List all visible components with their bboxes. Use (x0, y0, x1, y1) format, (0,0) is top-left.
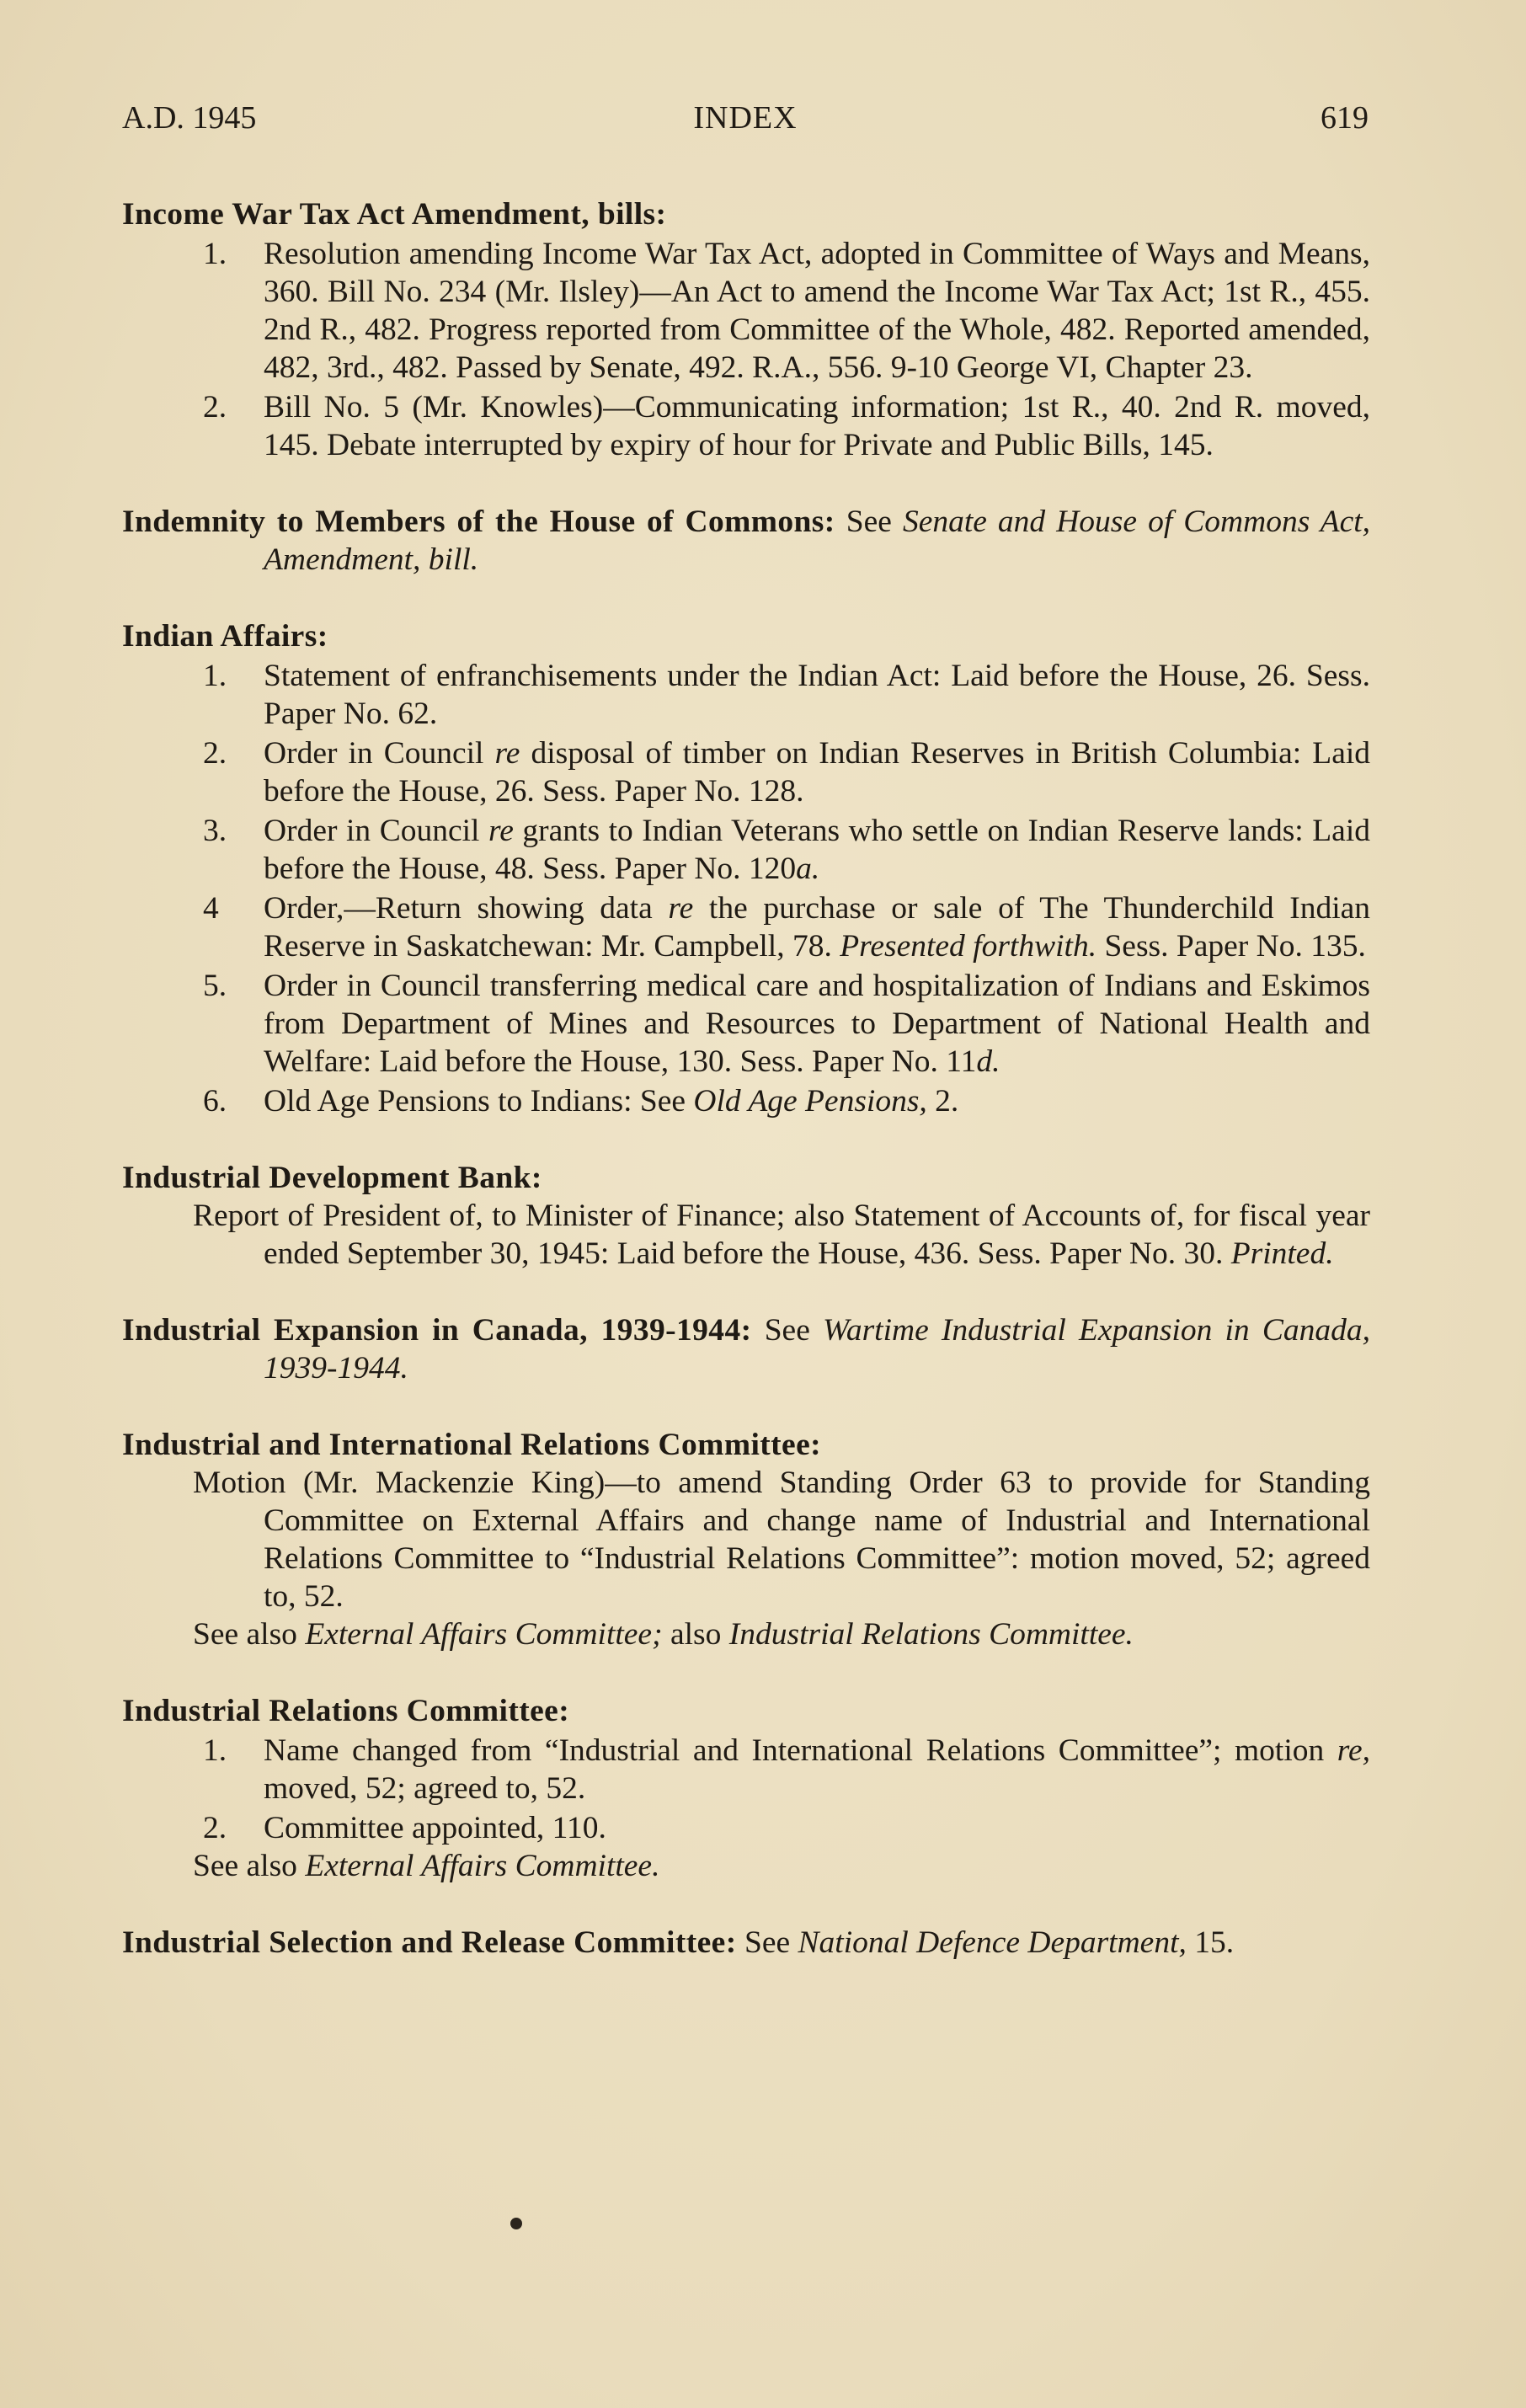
list-item (122, 812, 1370, 888)
entry-heading: Industrial Development Bank: (122, 1161, 542, 1195)
item-italic: re (488, 814, 514, 848)
entry-heading-line (122, 195, 1370, 233)
cross-reference: External Affairs Committee; (305, 1617, 663, 1652)
entry-heading-line (122, 1311, 1370, 1387)
entry-heading: Industrial Expansion in Canada, 1939-1944: (122, 1313, 752, 1348)
index-entry (122, 617, 1370, 1120)
item-text: Statement of enfranchisements under the Indian Act: Laid before the House, 26. Sess. Paper No. 62. (264, 659, 1370, 731)
item-text: moved, 52; agreed to, 52. (264, 1771, 586, 1806)
cross-reference: Senate and House of Commons Act, Amendment, bill. (264, 505, 1371, 577)
list-item (122, 1082, 1370, 1120)
item-number: 4 (203, 891, 219, 926)
item-italic: re (668, 891, 694, 926)
item-number: 5. (203, 969, 227, 1003)
item-number: 2. (203, 736, 227, 771)
see-label: See (846, 505, 892, 539)
list-item (122, 657, 1370, 733)
entry-body (122, 1197, 1370, 1273)
entry-heading: Indemnity to Members of the House of Commons: (122, 505, 835, 539)
item-text: disposal of timber on Indian Reserves in British Columbia: Laid before the House, 26. Sess. Paper No. 128. (264, 736, 1371, 809)
entry-heading: Industrial Selection and Release Committee: (122, 1925, 737, 1960)
item-text: Bill No. 5 (Mr. Knowles)—Communicating information; 1st R., 40. 2nd R. moved, 145. Debate interrupted by expiry of hour for Private and Public Bills, 145. (264, 390, 1370, 462)
entry-italic: Printed. (1230, 1236, 1334, 1271)
item-italic: Presented forthwith. (840, 929, 1097, 964)
cross-reference: External Affairs Committee. (305, 1849, 660, 1883)
see-also-label: See also (193, 1617, 297, 1652)
entry-heading-line (122, 1924, 1370, 1962)
list-item (122, 889, 1370, 965)
entry-heading: Industrial and International Relations Committee: (122, 1428, 822, 1462)
list-item (122, 235, 1370, 387)
cross-reference: Wartime Industrial Expansion in Canada, 1939-1944. (264, 1313, 1370, 1386)
item-text: grants to Indian Veterans who settle on Indian Reserve lands: Laid before the House, 48. Sess. Paper No. 120 (264, 814, 1370, 886)
see-also-line (122, 1847, 1370, 1885)
item-text: Committee appointed, 110. (264, 1811, 606, 1845)
item-number: 6. (203, 1084, 227, 1119)
item-text: Order in Council (264, 736, 484, 771)
ink-dot (510, 2218, 522, 2229)
item-italic: a. (796, 852, 820, 886)
entry-heading-line (122, 617, 1370, 655)
list-item (122, 388, 1370, 464)
cross-reference: National Defence Department, (798, 1925, 1187, 1960)
entry-heading-line (122, 1692, 1370, 1730)
index-entry (122, 503, 1370, 579)
see-also-line (122, 1615, 1370, 1653)
entry-heading-line (122, 1426, 1370, 1464)
index-entry (122, 1924, 1370, 1962)
list-item (122, 734, 1370, 810)
item-text: Sess. Paper No. 135. (1104, 929, 1366, 964)
see-label: See (744, 1925, 791, 1960)
list-item (122, 967, 1370, 1081)
item-number: 3. (203, 814, 227, 848)
item-italic: re (494, 736, 520, 771)
item-italic: d. (976, 1044, 1000, 1079)
entry-heading: Industrial Relations Committee: (122, 1694, 570, 1728)
item-text: the purchase or sale of The Thunderchild Indian Reserve in Saskatchewan: Mr. Campbell, 78. (264, 891, 1371, 964)
item-number: 2. (203, 390, 227, 424)
list-item (122, 1809, 1370, 1847)
entry-body (122, 1464, 1370, 1615)
see-label: See (764, 1313, 810, 1348)
header-title: INDEX (693, 100, 798, 136)
index-entry (122, 1692, 1370, 1885)
running-header (122, 99, 1369, 150)
entry-heading: Income War Tax Act Amendment, bills: (122, 197, 667, 232)
item-text: 2. (935, 1084, 959, 1119)
entry-heading: Indian Affairs: (122, 619, 328, 654)
index-entry (122, 1311, 1370, 1387)
entry-text: Report of President of, to Minister of Finance; also Statement of Accounts of, for fiscal year ended September 30, 1945: Laid before the House, 436. Sess. Paper No. 30. (193, 1199, 1370, 1271)
header-year: A.D. 1945 (122, 100, 257, 136)
index-entry (122, 1426, 1370, 1653)
item-text: Name changed from “Industrial and International Relations Committee”; motion (264, 1733, 1325, 1768)
item-text: Old Age Pensions to Indians: See (264, 1084, 686, 1119)
item-number: 2. (203, 1811, 227, 1845)
item-text: Resolution amending Income War Tax Act, adopted in Committee of Ways and Means, 360. Bill No. 234 (Mr. Ilsley)—An Act to amend the Income War Tax Act; 1st R., 455. 2nd R., 482. Progress reported from Committee of the Whole, 482. Reported amended, 482, 3rd., 482. Passed by Senate, 492. R.A., 556. 9-10 George VI, Chapter 23. (264, 237, 1370, 385)
item-text: Order in Council transferring medical care and hospitalization of Indians and Eskimos from Department of Mines and Resources to Department of National Health and Welfare: Laid before the House, 130. Sess. Paper No. 11 (264, 969, 1370, 1079)
page-number: 619 (1321, 100, 1369, 136)
item-number: 1. (203, 237, 227, 271)
index-entry (122, 195, 1370, 464)
item-text: Order,—Return showing data (264, 891, 653, 926)
see-also-label: See also (193, 1849, 297, 1883)
item-text: Order in Council (264, 814, 480, 848)
entry-heading-line (122, 503, 1370, 579)
index-entry (122, 1159, 1370, 1273)
index-content (122, 195, 1370, 1962)
list-item (122, 1732, 1370, 1807)
item-italic: re, (1337, 1733, 1371, 1768)
see-tail: 15. (1194, 1925, 1235, 1960)
item-number: 1. (203, 1733, 227, 1768)
see-also-connector: also (670, 1617, 722, 1652)
entry-text: Motion (Mr. Mackenzie King)—to amend Standing Order 63 to provide for Standing Committee on External Affairs and change name of Industrial and International Relations Committee to “Industrial Relations Committee”: motion moved, 52; agreed to, 52. (193, 1466, 1370, 1614)
entry-heading-line (122, 1159, 1370, 1197)
item-italic: Old Age Pensions, (693, 1084, 927, 1119)
item-number: 1. (203, 659, 227, 693)
cross-reference: Industrial Relations Committee. (728, 1617, 1134, 1652)
